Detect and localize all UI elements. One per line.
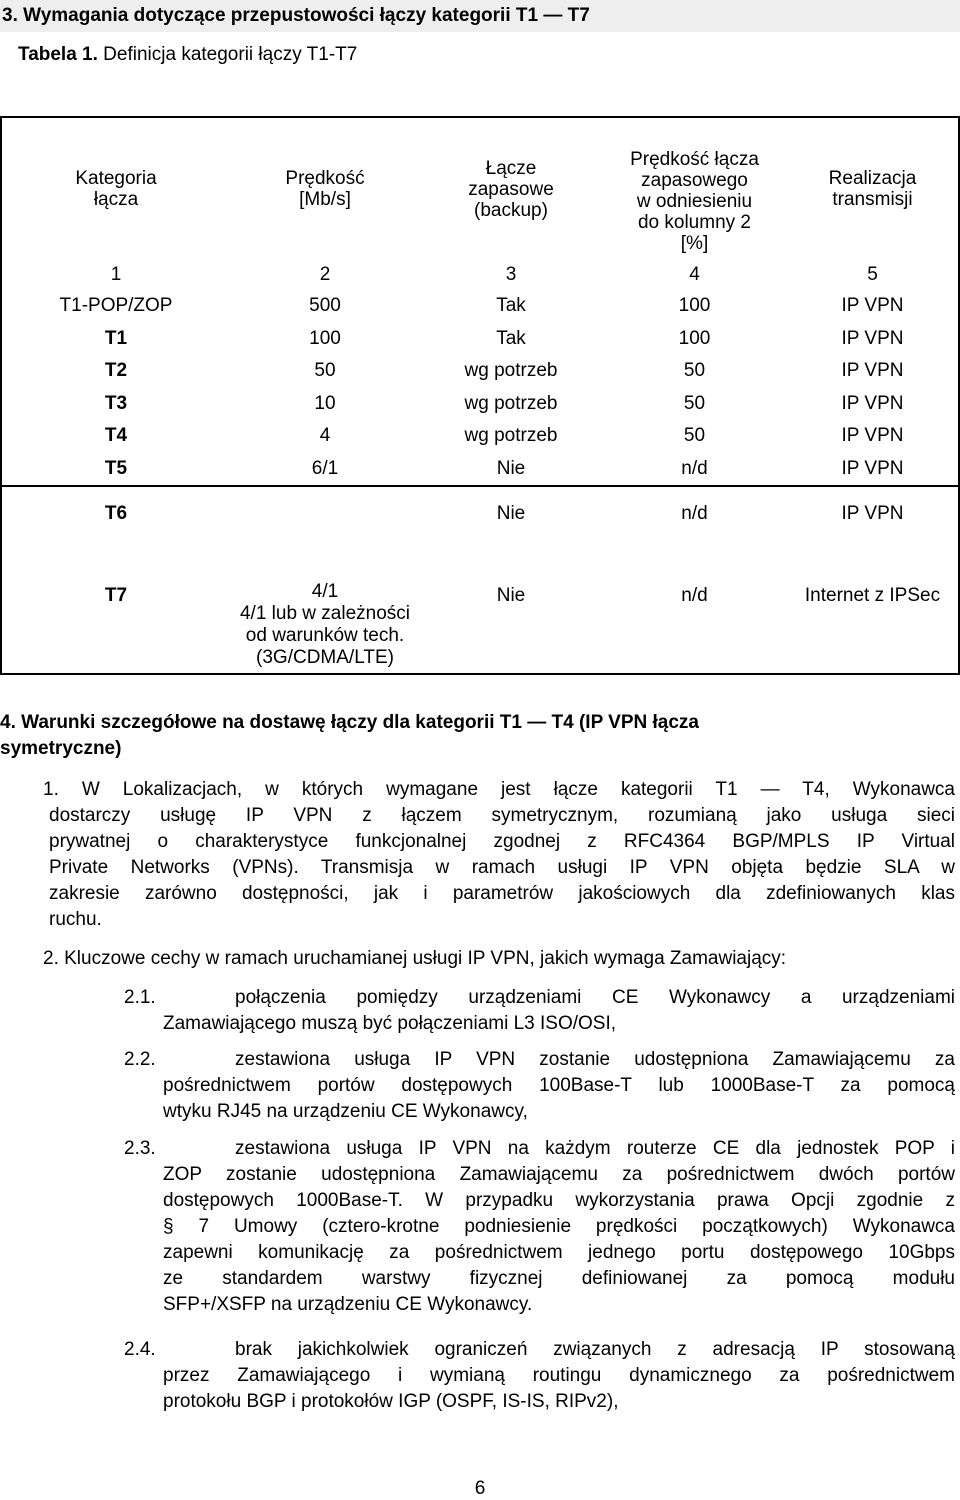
item-number: 2.1. bbox=[124, 987, 156, 1008]
item-text: brak jakichkolwiek ograniczeń związanych z adresacją IP stosowaną przez Zamawiającego i wymianą routingu dynamicznego za pośrednictwem protokołu BGP i protokołów IGP (OSPF, IS-IS, RIPv2), bbox=[163, 1339, 955, 1412]
item-text: zestawiona usługa IP VPN na każdym routerze CE dla jednostek POP i ZOP zostanie udostępniona Zamawiającemu za pośrednictwem dwóch portów dostępowych 1000Base-T. W przypadku wykorzystania prawa Opcji zgodnie z § 7 Umowy (cztero-krotne podniesienie prędkości początkowych) Wykonawca zapewni komunikację za pośrednictwem jednego portu dostępowego 10Gbps ze standardem warstwy fizycznej definiowanej za pomocą modułu SFP+/XSFP na urządzeniu CE Wykonawcy. bbox=[163, 1138, 955, 1315]
table-row: T3 10 wg potrzeb 50 IP VPN bbox=[104, 392, 904, 414]
header-cell: Łącze zapasowe (backup) bbox=[468, 157, 554, 221]
page-number: 6 bbox=[474, 1478, 486, 1499]
item-number: 2.3. bbox=[124, 1138, 156, 1159]
column-number: 5 bbox=[867, 264, 878, 285]
t6-t7-speed-cell: 4/1 4/1 lub w zależności od warunków tech. (3G/CDMA/LTE) bbox=[239, 581, 411, 668]
section-4-heading-line2: symetryczne) bbox=[0, 738, 122, 759]
column-number-row bbox=[1, 260, 959, 290]
column-number: 2 bbox=[319, 264, 331, 285]
header-cell: Prędkość łącza zapasowego w odniesieniu do kolumny 2 [%] bbox=[630, 149, 759, 254]
column-number: 4 bbox=[689, 264, 700, 285]
table-row: T2 50 wg potrzeb 50 IP VPN bbox=[104, 360, 904, 382]
section-3-heading: 3. Wymagania dotyczące przepustowości łączy kategorii T1 — T7 bbox=[2, 5, 590, 26]
item-text: zestawiona usługa IP VPN zostanie udostępniona Zamawiającemu za pośrednictwem portów dostępowych 100Base-T lub 1000Base-T za pomocą wtyku RJ45 na urządzeniu CE Wykonawcy, bbox=[163, 1049, 955, 1122]
section-4-heading-line1: 4. Warunki szczegółowe na dostawę łączy dla kategorii T1 — T4 (IP VPN łącza bbox=[0, 712, 700, 733]
table-row: T7 Nie n/d Internet z IPSec bbox=[104, 585, 941, 606]
paragraph-1: 1. W Lokalizacjach, w których wymagane jest łącze kategorii T1 — T4, Wykonawca dostarczy usługę IP VPN z łączem symetrycznym, rozumianą jako usługa sieci prywatnej o charakterystyce funkcjonalnej zgodnej z RFC4364 BGP/MPLS IP Virtual Private Networks (VPNs). Transmisja w ramach usługi IP VPN objęta będzie SLA w zakresie zarówno dostępności, jak i parametrów jakościowych dla zdefiniowanych klas ruchu. bbox=[43, 779, 955, 930]
paragraph-2: 2. Kluczowe cechy w ramach uruchamianej usługi IP VPN, jakich wymaga Zamawiający: bbox=[43, 948, 787, 969]
table-row: T5 6/1 Nie n/d IP VPN bbox=[104, 457, 904, 479]
table-row: T1 100 Tak 100 IP VPN bbox=[104, 327, 904, 349]
table-header-row bbox=[1, 117, 959, 260]
table-row: T1-POP/ZOP 500 Tak 100 IP VPN bbox=[59, 295, 904, 317]
column-number: 1 bbox=[110, 264, 122, 285]
link-category-table bbox=[0, 116, 960, 675]
header-cell: Kategoria łącza bbox=[75, 168, 157, 210]
header-cell: Realizacja transmisji bbox=[828, 168, 917, 210]
table-row: T6 4/1 4/1 lub w zależności od warunków tech. (3G/CDMA/LTE) Nie n/d IP VPN bbox=[1, 486, 959, 569]
item-number: 2.4. bbox=[124, 1339, 156, 1360]
item-number: 2.2. bbox=[124, 1049, 156, 1070]
header-cell: Prędkość [Mb/s] bbox=[285, 168, 365, 210]
table-caption bbox=[18, 44, 357, 66]
table-caption-label: Tabela 1. bbox=[18, 44, 98, 65]
table-row: T4 4 wg potrzeb 50 IP VPN bbox=[104, 425, 904, 447]
table-caption-text: Definicja kategorii łączy T1-T7 bbox=[97, 44, 358, 65]
column-number: 3 bbox=[505, 264, 517, 285]
item-text: połączenia pomiędzy urządzeniami CE Wykonawcy a urządzeniami Zamawiającego muszą być połączeniami L3 ISO/OSI, bbox=[163, 987, 955, 1034]
